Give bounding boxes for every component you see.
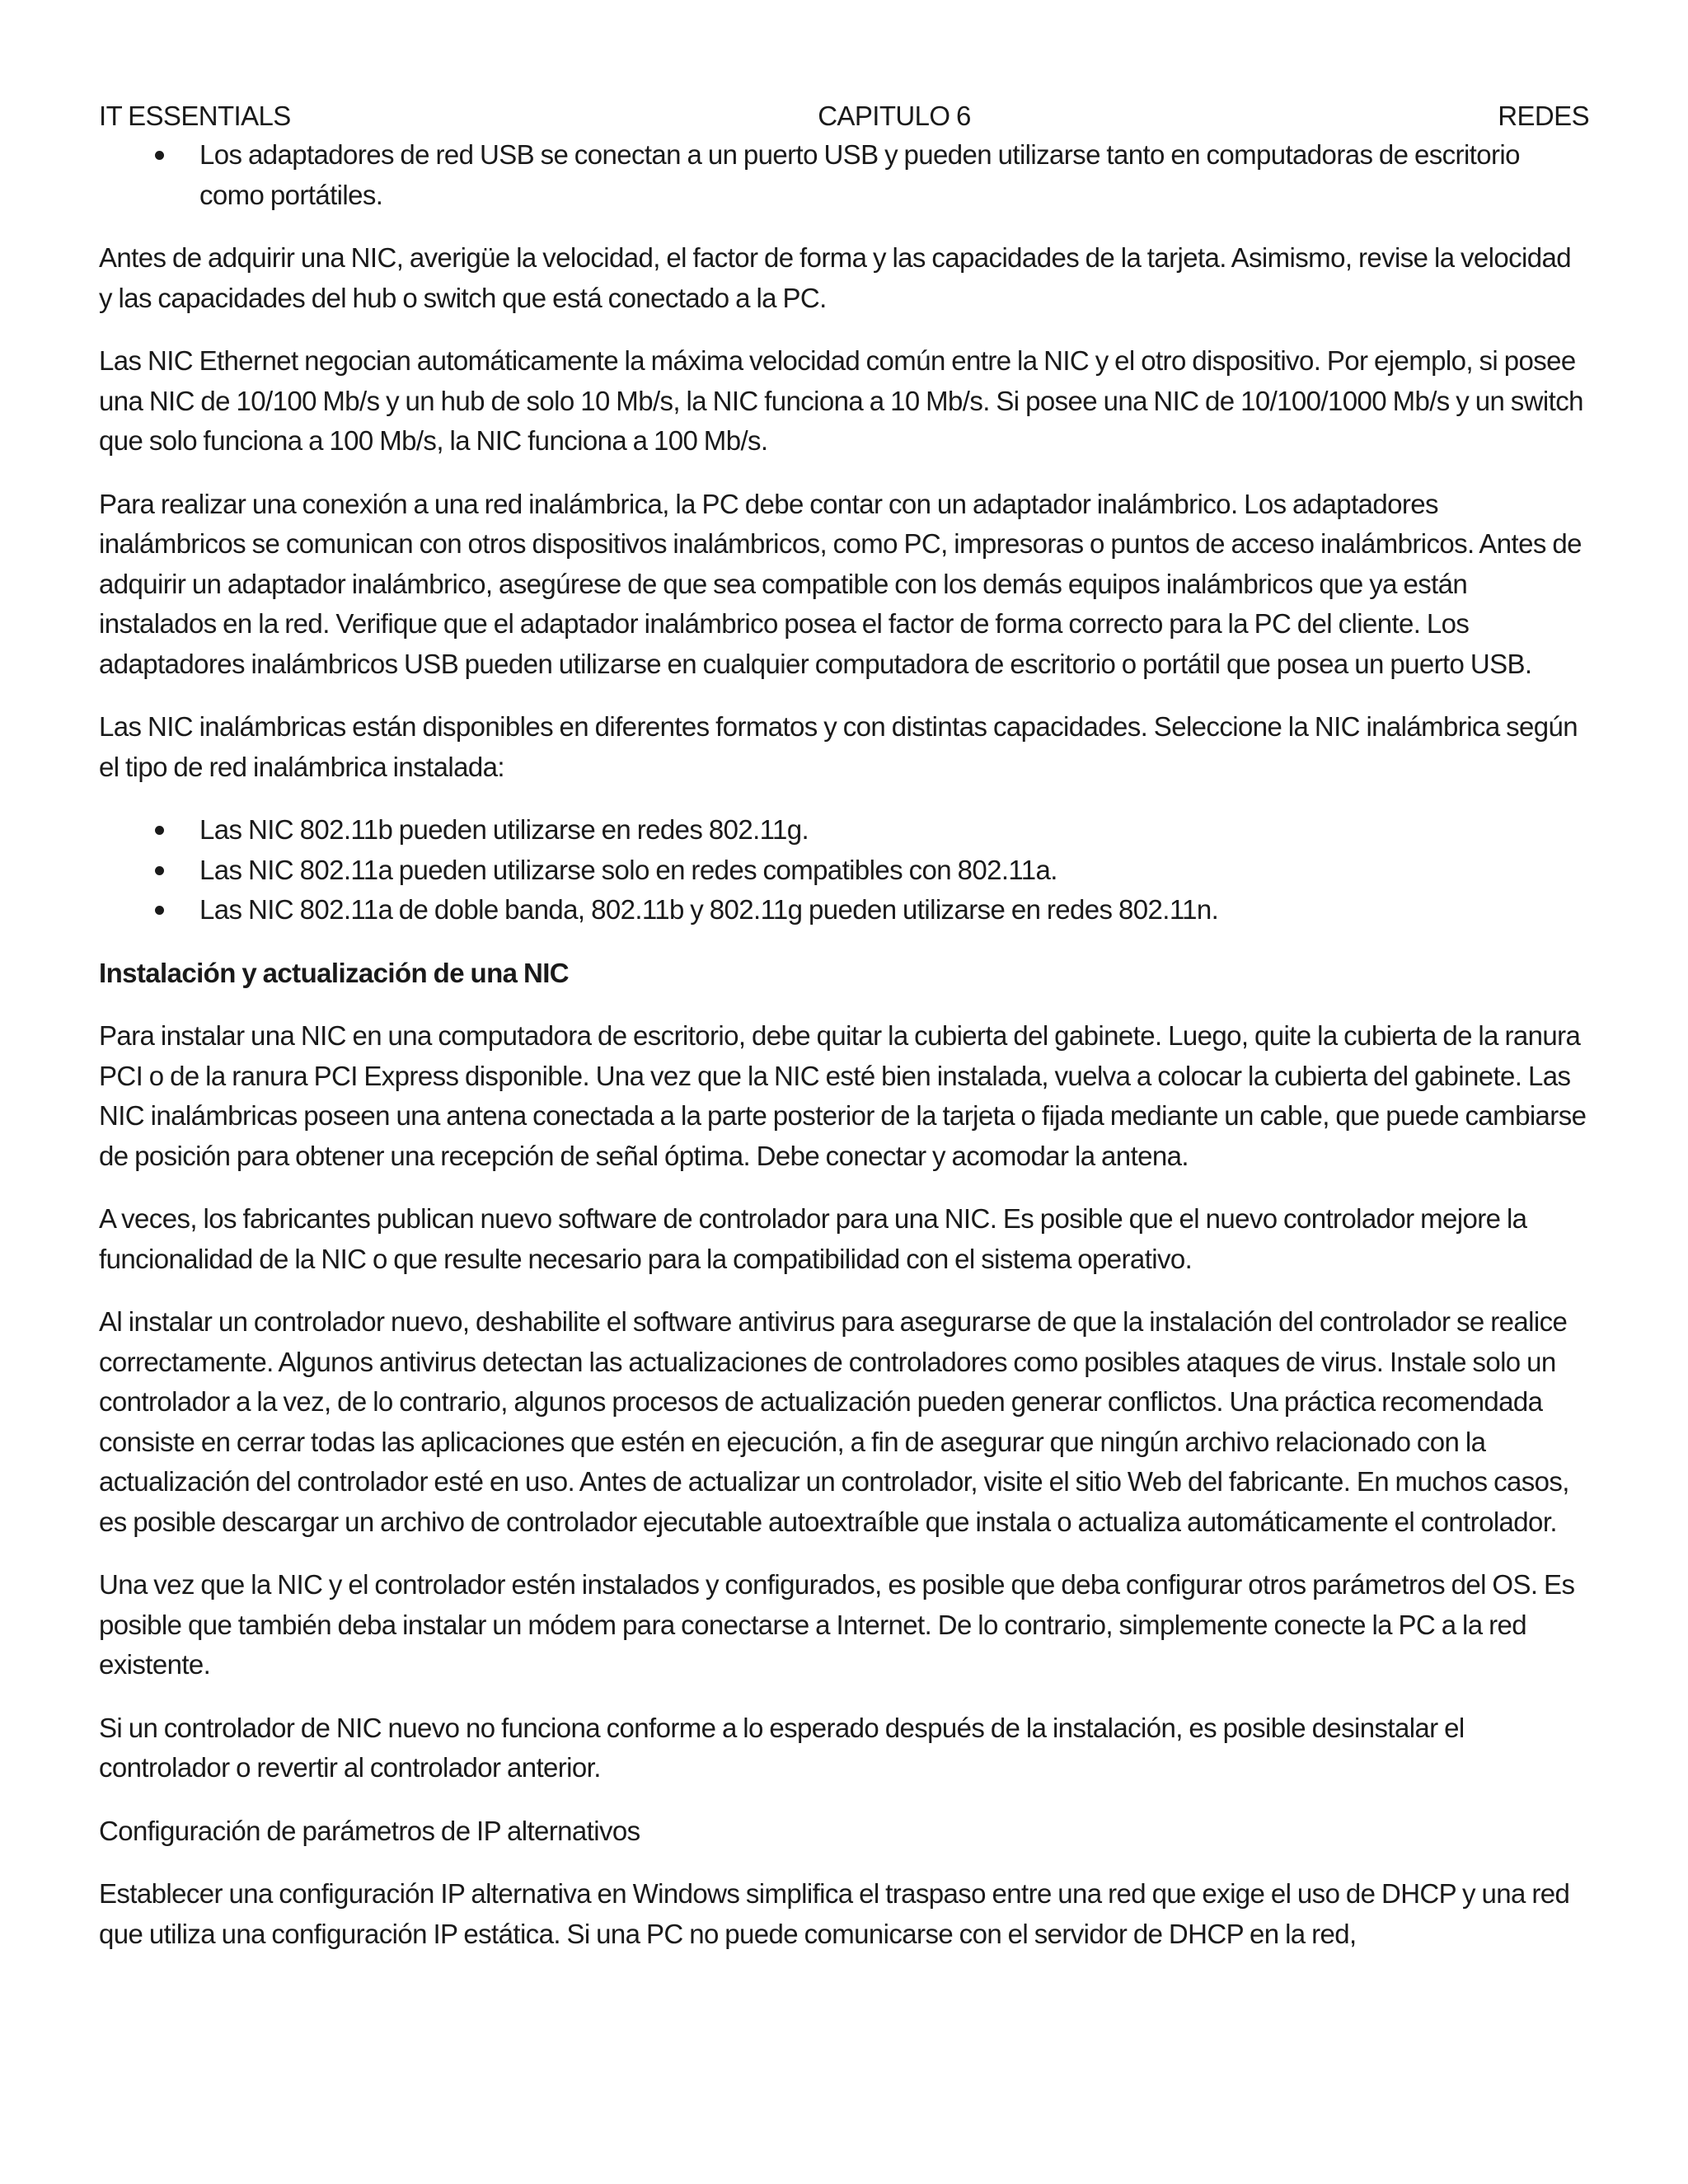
section-heading: Instalación y actualización de una NIC bbox=[99, 957, 570, 988]
paragraph-alternate-ip: Establecer una configuración IP alternativa en Windows simplifica el traspaso entre una red que exige el uso de DHCP y una red que utiliza una configuración IP estática. Si una PC no puede comunicarse con el servidor de DHCP en la red, bbox=[99, 1878, 1570, 1949]
list-item bbox=[99, 890, 1589, 930]
paragraph-driver-updates: A veces, los fabricantes publican nuevo software de controlador para una NIC. Es posible que el nuevo controlador mejore la funcionalidad de la NIC o que resulte necesario para la compatibilidad con el sistema operativo. bbox=[99, 1203, 1527, 1274]
list-item bbox=[99, 135, 1589, 215]
paragraph-ethernet-speed: Las NIC Ethernet negocian automáticamente la máxima velocidad común entre la NIC y el otro dispositivo. Por ejemplo, si posee una NIC de 10/100 Mb/s y un hub de solo 10 Mb/s, la NIC funciona a 10 Mb/s. Si posee una NIC de 10/100/1000 Mb/s y un switch que solo funciona a 100 Mb/s, la NIC funciona a 100 Mb/s. bbox=[99, 345, 1583, 456]
paragraph-wireless-adapter: Para realizar una conexión a una red inalámbrica, la PC debe contar con un adaptador inalámbrico. Los adaptadores inalámbricos se comunican con otros dispositivos inalámbricos, como PC, impresoras o puntos de acceso inalámbricos. Antes de adquirir un adaptador inalámbrico, asegúrese de que sea compatible con los demás equipos inalámbricos que ya están instalados en la red. Verifique que el adaptador inalámbrico posea el factor de forma correcto para la PC del cliente. Los adaptadores inalámbricos USB pueden utilizarse en cualquier computadora de escritorio o portátil que posea un puerto USB. bbox=[99, 488, 1582, 679]
list-item-text: Los adaptadores de red USB se conectan a un puerto USB y pueden utilizarse tanto en computadoras de escritorio como portátiles. bbox=[199, 139, 1520, 210]
header-topic: REDES bbox=[1498, 101, 1589, 131]
list-item-text: Las NIC 802.11a de doble banda, 802.11b y 802.11g pueden utilizarse en redes 802.11n. bbox=[199, 894, 1219, 925]
paragraph-install-nic: Para instalar una NIC en una computadora de escritorio, debe quitar la cubierta del gabinete. Luego, quite la cubierta de la ranura PCI o de la ranura PCI Express disponible. Una vez que la NIC esté bien instalada, vuelva a colocar la cubierta del gabinete. Las NIC inalámbricas poseen una antena conectada a la parte posterior de la tarjeta o fijada mediante un cable, que puede cambiarse de posición para obtener una recepción de señal óptima. Debe conectar y acomodar la antena. bbox=[99, 1020, 1587, 1171]
list-item-text: Las NIC 802.11b pueden utilizarse en redes 802.11g. bbox=[199, 814, 809, 845]
bullet-icon bbox=[155, 906, 164, 915]
document-page bbox=[99, 97, 1589, 1977]
paragraph-driver-rollback: Si un controlador de NIC nuevo no funciona conforme a lo esperado después de la instalación, es posible desinstalar el controlador o revertir al controlador anterior. bbox=[99, 1712, 1465, 1783]
bullet-icon bbox=[155, 151, 164, 160]
page-header bbox=[99, 97, 1589, 135]
header-chapter: CAPITULO 6 bbox=[818, 101, 971, 131]
header-course: IT ESSENTIALS bbox=[99, 101, 291, 131]
paragraph-driver-install: Al instalar un controlador nuevo, deshabilite el software antivirus para asegurarse de que la instalación del controlador se realice correctamente. Algunos antivirus detectan las actualizaciones de controladores como posibles ataques de virus. Instale solo un controlador a la vez, de lo contrario, algunos procesos de actualización pueden generar conflictos. Una práctica recomendada consiste en cerrar todas las aplicaciones que estén en ejecución, a fin de asegurar que ningún archivo relacionado con la actualización del controlador esté en uso. Antes de actualizar un controlador, visite el sitio Web del fabricante. En muchos casos, es posible descargar un archivo de controlador ejecutable autoextraíble que instala o actualiza automáticamente el controlador. bbox=[99, 1306, 1569, 1537]
list-item bbox=[99, 851, 1589, 891]
paragraph-wireless-formats: Las NIC inalámbricas están disponibles en diferentes formatos y con distintas capacidades. Seleccione la NIC inalámbrica según el tipo de red inalámbrica instalada: bbox=[99, 711, 1578, 782]
subsection-heading: Configuración de parámetros de IP alternativos bbox=[99, 1815, 640, 1846]
usb-bullet-list bbox=[99, 135, 1589, 215]
paragraph-nic-purchase: Antes de adquirir una NIC, averigüe la velocidad, el factor de forma y las capacidades de la tarjeta. Asimismo, revise la velocidad y las capacidades del hub o switch que está conectado a la PC. bbox=[99, 242, 1572, 313]
paragraph-os-config: Una vez que la NIC y el controlador estén instalados y configurados, es posible que deba configurar otros parámetros del OS. Es posible que también deba instalar un módem para conectarse a Internet. De lo contrario, simplemente conecte la PC a la red existente. bbox=[99, 1569, 1575, 1680]
bullet-icon bbox=[155, 866, 164, 875]
bullet-icon bbox=[155, 826, 164, 835]
list-item-text: Las NIC 802.11a pueden utilizarse solo en redes compatibles con 802.11a. bbox=[199, 854, 1057, 885]
list-item bbox=[99, 810, 1589, 851]
wireless-standards-list bbox=[99, 810, 1589, 930]
